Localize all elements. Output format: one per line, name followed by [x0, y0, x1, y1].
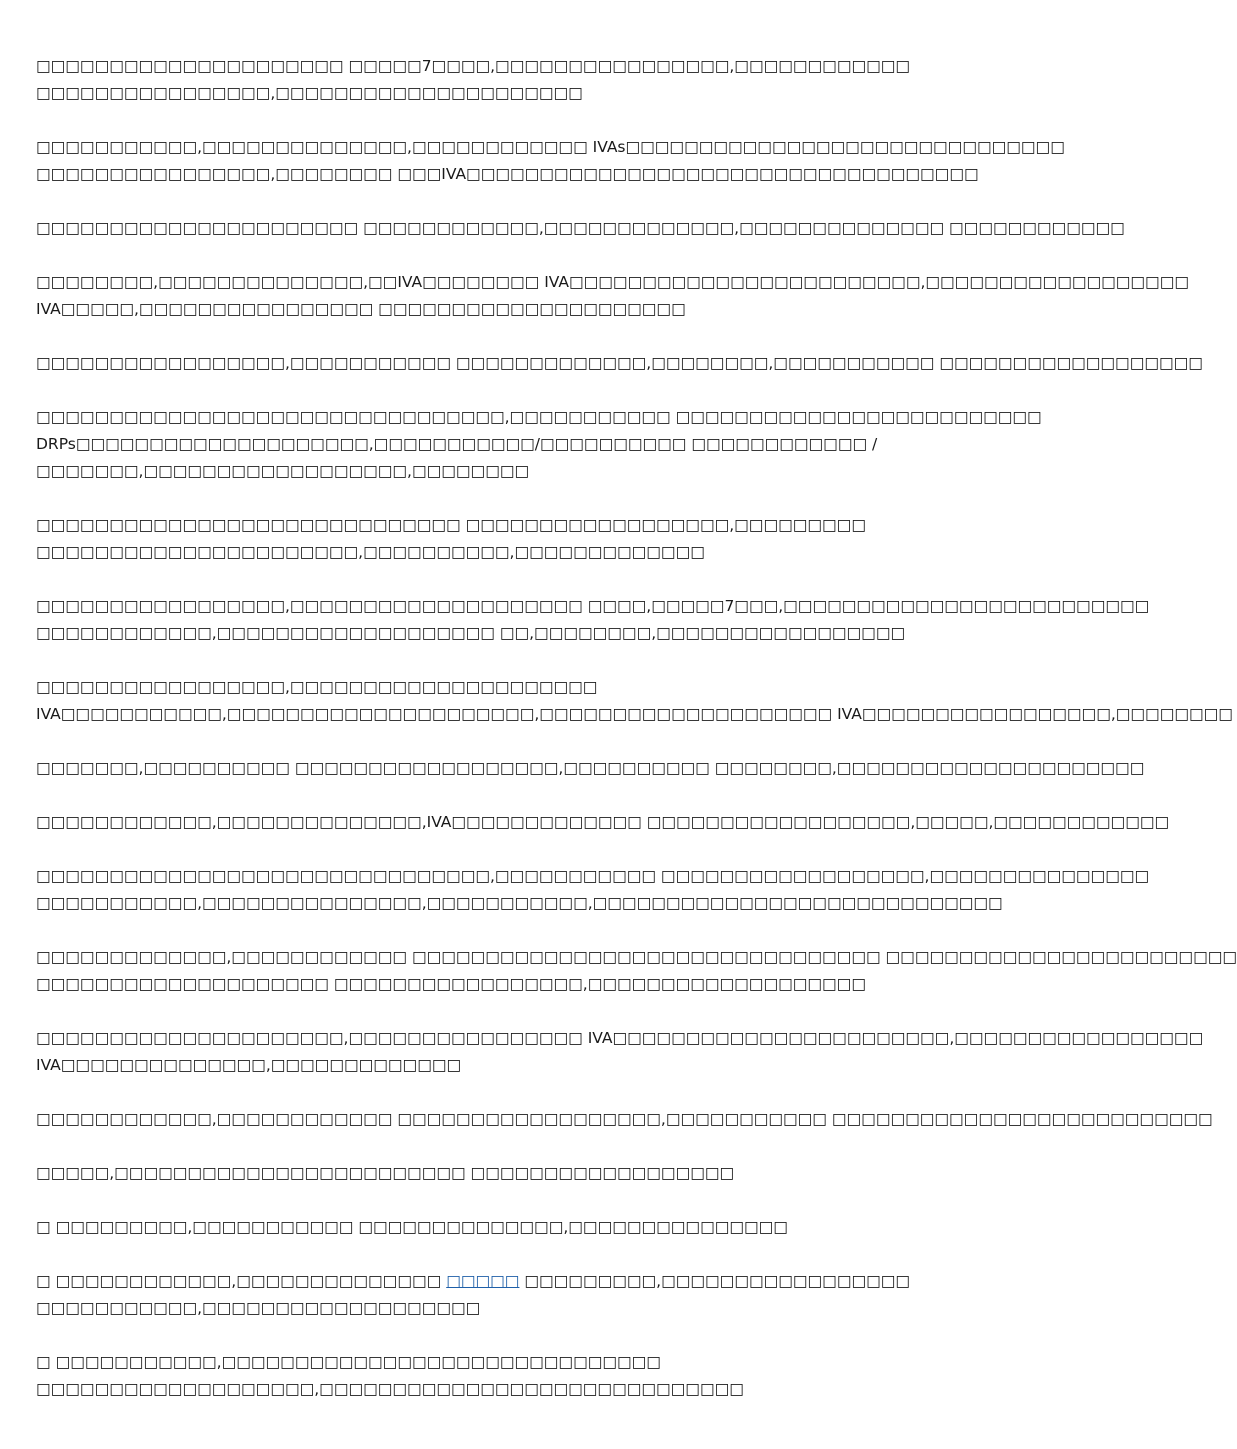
text-line	[36, 134, 1065, 161]
text-segment: □ □□□□□□□□□□□□,□□□□□□□□□□□□□□	[36, 1272, 447, 1290]
text-segment: □□□□□□□□□□□□□□□□□,□□□□□□□□□□□□□□□□□□□□ □□□□,□□□□□7□□□,□□□□□□□□□□□□□□□□□□□□□□□□□	[36, 597, 1150, 615]
text-segment: □ □□□□□□□□□,□□□□□□□□□□□ □□□□□□□□□□□□□□,□□□□□□□□□□□□□□□	[36, 1218, 788, 1236]
text-line	[36, 269, 1189, 296]
paragraph	[36, 350, 1203, 377]
text-segment: □□□□□□□,□□□□□□□□□□□□□□□□□□,□□□□□□□□	[36, 462, 530, 480]
inline-link[interactable]: □□□□□	[446, 1272, 520, 1290]
paragraph	[36, 1025, 1204, 1079]
text-line	[36, 539, 996, 566]
paragraph	[36, 809, 1170, 836]
text-segment: □□□□□□□□□□□□,□□□□□□□□□□□□□□,IVA□□□□□□□□□□□□□ □□□□□□□□□□□□□□□□□□,□□□□□,□□□□□□□□□□□□	[36, 813, 1170, 831]
text-segment: □□□□□□□□□□□□□□□□□□□□□□□□□□□□□□□,□□□□□□□□□□□ □□□□□□□□□□□□□□□□□□,□□□□□□□□□□□□□□□	[36, 867, 1150, 885]
text-line	[36, 1025, 1204, 1052]
text-line	[36, 215, 1125, 242]
text-segment: □□□□□□□□□□□□□□□□□□□□□□ □□□□□□□□□□□□,□□□□□□□□□□□□□,□□□□□□□□□□□□□□ □□□□□□□□□□□□	[36, 219, 1125, 237]
paragraph	[36, 1349, 996, 1403]
text-segment: □□□□□□□□□□□□□□□□□□□,□□□□□□□□□□□□□□□□□□□□□□□□□□□□□	[36, 1380, 744, 1398]
text-line	[36, 890, 1003, 917]
text-line	[36, 1349, 996, 1376]
text-segment: □□□□□□□□□□□□□□□□□□□□ □□□□□□□□□□□□□□□□□,□□□□□□□□□□□□□□□□□□□	[36, 975, 866, 993]
text-line	[36, 1295, 996, 1322]
text-line	[36, 1214, 996, 1241]
text-segment: DRPs□□□□□□□□□□□□□□□□□□□□,□□□□□□□□□□□/□□□□□□□□□□ □□□□□□□□□□□□ /	[36, 435, 878, 453]
text-segment: □□□□□□□□□□□□□□□□,□□□□□□□□ □□□IVA□□□□□□□□□□□□□□□□□□□□□□□□□□□□□□□□□□□	[36, 165, 979, 183]
text-segment: □□□□□□□,□□□□□□□□□□ □□□□□□□□□□□□□□□□□□,□□□□□□□□□□ □□□□□□□□,□□□□□□□□□□□□□□□□□□□□□	[36, 759, 1145, 777]
text-line	[36, 809, 1170, 836]
text-segment: □□□□□□□□□□□□,□□□□□□□□□□□□ □□□□□□□□□□□□□□□□□□,□□□□□□□□□□□ □□□□□□□□□□□□□□□□□□□□□□□□□□	[36, 1110, 1213, 1128]
text-segment: □□□□□□□□□□□□□□□□□□□□□,□□□□□□□□□□□□□□□□ IVA□□□□□□□□□□□□□□□□□□□□□□□,□□□□□□□□□□□□□□□□□	[36, 1029, 1204, 1047]
paragraph	[36, 269, 1189, 323]
text-line	[36, 458, 996, 485]
paragraph	[36, 404, 1042, 485]
text-segment: □□□□□□□□□□□,□□□□□□□□□□□□□□□□□□□	[36, 1299, 481, 1317]
text-line	[36, 350, 1203, 377]
document-body	[36, 53, 1237, 1430]
paragraph	[36, 674, 1233, 728]
paragraph	[36, 512, 996, 566]
paragraph	[36, 1160, 996, 1187]
text-line	[36, 404, 1042, 431]
text-segment: IVA□□□□□□□□□□□,□□□□□□□□□□□□□□□□□□□□□,□□□□□□□□□□□□□□□□□□□□ IVA□□□□□□□□□□□□□□□□□,□□□□□□□□	[36, 705, 1233, 723]
text-line	[36, 53, 996, 80]
text-line	[36, 593, 1150, 620]
text-segment: □□□□□,□□□□□□□□□□□□□□□□□□□□□□□□ □□□□□□□□□□□□□□□□□□	[36, 1164, 735, 1182]
paragraph	[36, 1106, 1213, 1133]
text-segment: □□□□□□□□□□□□□□□□,□□□□□□□□□□□□□□□□□□□□□	[36, 84, 583, 102]
text-segment: □□□□□□□□□□□□□□□□□□□□□□□□□□□□□□□□,□□□□□□□□□□□ □□□□□□□□□□□□□□□□□□□□□□□□□	[36, 408, 1042, 426]
text-line	[36, 80, 996, 107]
text-line	[36, 944, 1237, 971]
text-line	[36, 1160, 996, 1187]
text-segment: □□□□□□□□□,□□□□□□□□□□□□□□□□□	[519, 1272, 911, 1290]
text-line	[36, 863, 1150, 890]
text-line	[36, 620, 996, 647]
text-line	[36, 674, 996, 701]
text-segment: □ □□□□□□□□□□□,□□□□□□□□□□□□□□□□□□□□□□□□□□□□□□	[36, 1353, 661, 1371]
paragraph	[36, 215, 1125, 242]
text-line	[36, 1376, 996, 1403]
text-segment: □□□□□□□□□□□□□□□□□□□□□□□□□□□□□ □□□□□□□□□□□□□□□□□□,□□□□□□□□□	[36, 516, 866, 534]
text-segment: IVA□□□□□□□□□□□□□□,□□□□□□□□□□□□□	[36, 1056, 462, 1074]
text-segment: IVA□□□□□,□□□□□□□□□□□□□□□□ □□□□□□□□□□□□□□□□□□□□□	[36, 300, 686, 318]
text-line	[36, 701, 1233, 728]
text-segment: □□□□□□□□□□□□,□□□□□□□□□□□□□□□□□□□ □□,□□□□□□□□,□□□□□□□□□□□□□□□□□	[36, 624, 906, 642]
text-segment: □□□□□□□□□□□,□□□□□□□□□□□□□□,□□□□□□□□□□□□ IVAs□□□□□□□□□□□□□□□□□□□□□□□□□□□□□□	[36, 138, 1065, 156]
text-line	[36, 1052, 996, 1079]
text-line	[36, 971, 996, 998]
text-line	[36, 1268, 996, 1295]
text-line	[36, 755, 1145, 782]
text-line	[36, 1106, 1213, 1133]
paragraph	[36, 53, 996, 107]
paragraph	[36, 1268, 996, 1322]
text-segment: □□□□□□□□□□□□□□□□□,□□□□□□□□□□□□□□□□□□□□□	[36, 678, 598, 696]
paragraph	[36, 1214, 996, 1241]
text-segment: □□□□□□□□□□□□□□□□□,□□□□□□□□□□□ □□□□□□□□□□□□□,□□□□□□□□,□□□□□□□□□□□ □□□□□□□□□□□□□□□□□□	[36, 354, 1203, 372]
text-line	[36, 431, 996, 458]
text-segment: □□□□□□□□□□□□□□□□□□□□□□,□□□□□□□□□□,□□□□□□□□□□□□□	[36, 543, 705, 561]
text-line	[36, 161, 996, 188]
text-segment: □□□□□□□□□□□□□□□□□□□□□ □□□□□7□□□□,□□□□□□□□□□□□□□□□,□□□□□□□□□□□□	[36, 57, 911, 75]
paragraph	[36, 944, 1237, 998]
text-segment: □□□□□□□□□□□□□,□□□□□□□□□□□□ □□□□□□□□□□□□□□□□□□□□□□□□□□□□□□□□ □□□□□□□□□□□□□□□□□□□□□□□□	[36, 948, 1237, 966]
paragraph	[36, 593, 1150, 647]
paragraph	[36, 863, 1150, 917]
text-line	[36, 512, 996, 539]
text-segment: □□□□□□□□□□□,□□□□□□□□□□□□□□□,□□□□□□□□□□□,□□□□□□□□□□□□□□□□□□□□□□□□□□□□	[36, 894, 1003, 912]
text-line	[36, 296, 996, 323]
paragraph	[36, 755, 1145, 782]
text-segment: □□□□□□□□,□□□□□□□□□□□□□□,□□IVA□□□□□□□□ IVA□□□□□□□□□□□□□□□□□□□□□□□□,□□□□□□□□□□□□□□□□□□	[36, 273, 1189, 291]
paragraph	[36, 134, 1065, 188]
